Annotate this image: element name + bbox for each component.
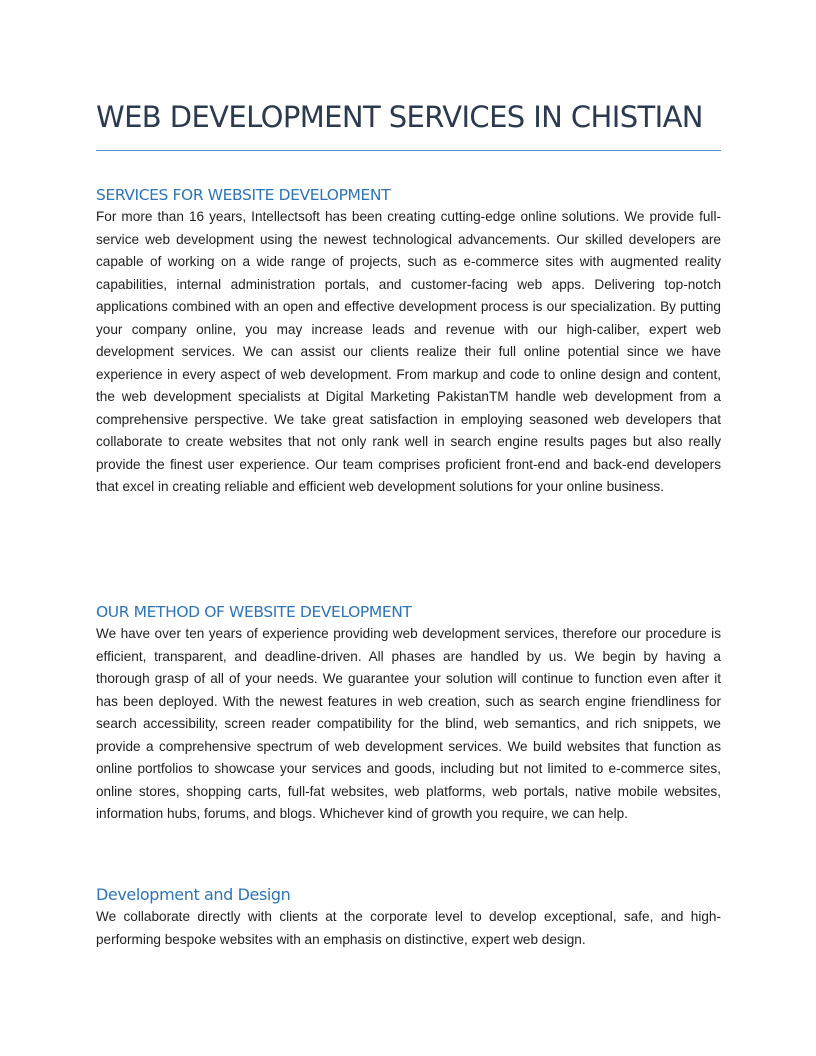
section-services-for-website-development (96, 184, 721, 499)
section-heading: OUR METHOD OF WEBSITE DEVELOPMENT (96, 603, 412, 621)
section-body: For more than 16 years, Intellectsoft has been creating cutting-edge online solutions. We provide full-service web development using the newest technological advancements. Our skilled developers are capable of working on a wide range of projects, such as e-commerce sites with augmented reality capabilities, internal administration portals, and customer-facing web apps. Delivering top-notch applications combined with an open and effective development process is our specialization. By putting your company online, you may increase leads and revenue with our high-caliber, expert web development services. We can assist our clients realize their full online potential since we have experience in every aspect of web development. From markup and code to online design and content, the web development specialists at Digital Marketing PakistanTM handle web development from a comprehensive perspective. We take great satisfaction in employing seasoned web developers that collaborate to create websites that not only rank well in search engine results pages but also really provide the finest user experience. Our team comprises proficient front-end and back-end developers that excel in creating reliable and efficient web development solutions for your online business. (96, 209, 721, 494)
section-body: We have over ten years of experience providing web development services, therefore our procedure is efficient, transparent, and deadline-driven. All phases are handled by us. We begin by having a thorough grasp of all of your needs. We guarantee your solution will continue to function even after it has been deployed. With the newest features in web creation, such as search engine friendliness for search accessibility, screen reader compatibility for the blind, web semantics, and rich snippets, we provide a comprehensive spectrum of web development services. We build websites that function as online portfolios to showcase your services and goods, including but not limited to e-commerce sites, online stores, shopping carts, full-fat websites, web platforms, web portals, native mobile websites, information hubs, forums, and blogs. Whichever kind of growth you require, we can help. (96, 626, 721, 821)
subsection-heading: Development and Design (96, 885, 291, 904)
section-development-and-design (96, 884, 721, 951)
title-divider (96, 150, 721, 151)
section-heading: SERVICES FOR WEBSITE DEVELOPMENT (96, 186, 391, 204)
section-body: We collaborate directly with clients at the corporate level to develop exceptional, safe, and high-performing bespoke websites with an emphasis on distinctive, expert web design. (96, 909, 721, 947)
section-our-method (96, 601, 721, 826)
document-title: WEB DEVELOPMENT SERVICES IN CHISTIAN (96, 100, 703, 134)
